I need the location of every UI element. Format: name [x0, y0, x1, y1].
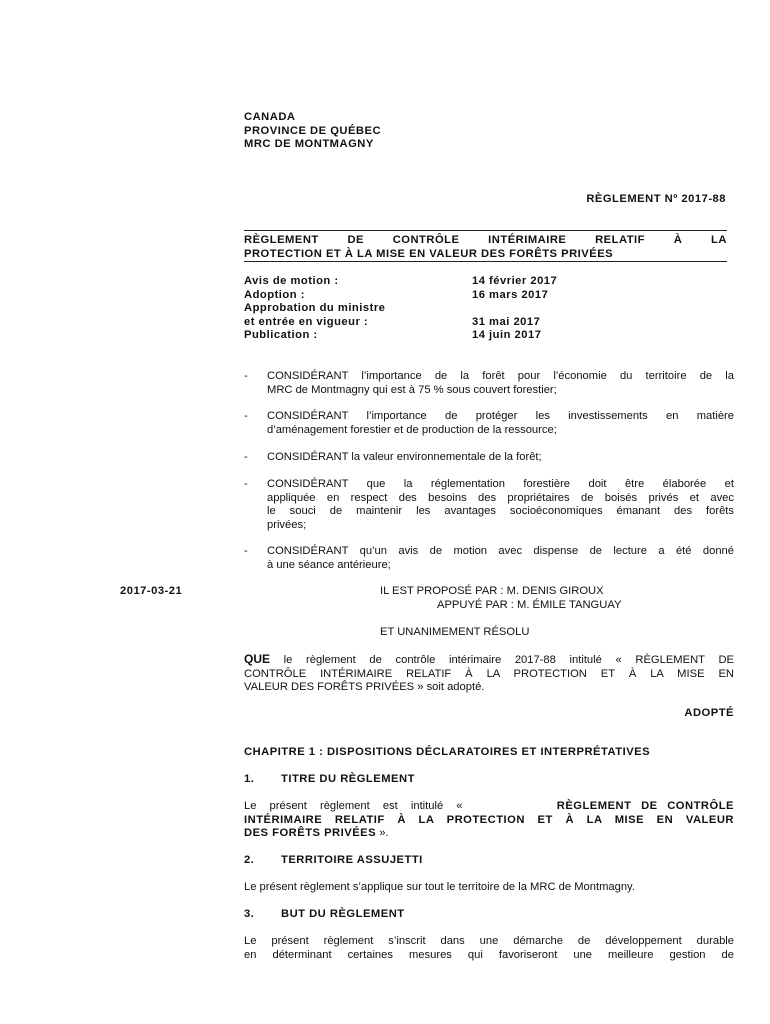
header-province: PROVINCE DE QUÉBEC [244, 124, 382, 137]
header-mrc: MRC DE MONTMAGNY [244, 138, 374, 150]
title-top-rule [244, 230, 727, 231]
considerant-item: CONSIDÉRANT qu’un avis de motion avec dispense de lecture a été donné à une séance antérieure; [267, 545, 734, 571]
reglement-title [244, 234, 727, 261]
considerant-item: CONSIDÉRANT la valeur environnementale de la forêt; [267, 451, 542, 463]
bullet-dash: - [244, 370, 248, 382]
bullet-dash: - [244, 451, 248, 463]
section-2-number: 2. [244, 854, 255, 866]
bullet-dash: - [244, 410, 248, 422]
title-bottom-rule [244, 261, 727, 262]
dates-block [244, 275, 557, 343]
chapter-title: CHAPITRE 1 : DISPOSITIONS DÉCLARATOIRES ET INTERPRÉTATIVES [244, 746, 651, 758]
considerant-item: CONSIDÉRANT que la réglementation forestière doit être élaborée et appliquée en respect des besoins des propriétaires de boisés privés et avec le souci de maintenir les avantages socioéconomiques émanant des forêts privées; [267, 478, 734, 531]
adopte-label: ADOPTÉ [684, 707, 734, 719]
date-row: Adoption : 16 mars 2017 [244, 288, 549, 301]
bullet-dash: - [244, 478, 248, 490]
date-row: Publication : 14 juin 2017 [244, 329, 542, 341]
section-3-title: BUT DU RÈGLEMENT [281, 908, 405, 920]
title-line-2: PROTECTION ET À LA MISE EN VALEUR DES FORÊTS PRIVÉES [244, 247, 614, 260]
resolution-date: 2017-03-21 [120, 585, 183, 597]
propose-par: IL EST PROPOSÉ PAR : M. DENIS GIROUX [380, 585, 604, 597]
section-1-title: TITRE DU RÈGLEMENT [281, 773, 415, 785]
date-row: Avis de motion : 14 février 2017 [244, 275, 558, 287]
section-2-title: TERRITOIRE ASSUJETTI [281, 854, 423, 866]
section-3-number: 3. [244, 908, 255, 920]
date-row: et entrée en vigueur : 31 mai 2017 [244, 315, 541, 328]
section-3-text: Le présent règlement s’inscrit dans une démarche de développement durable en déterminant certaines mesures qui favoriseront une meilleure gestion de [244, 935, 734, 961]
reglement-number: RÈGLEMENT Nº 2017-88 [586, 193, 726, 205]
section-2-text: Le présent règlement s’applique sur tout le territoire de la MRC de Montmagny. [244, 881, 635, 893]
date-row: Approbation du ministre [244, 302, 386, 314]
section-1-number: 1. [244, 773, 255, 785]
que-paragraph: QUE le règlement de contrôle intérimaire 2017-88 intitulé « RÈGLEMENT DE CONTRÔLE INTÉRIMAIRE RELATIF À LA PROTECTION ET À LA MISE EN VALEUR DES FORÊTS PRIVÉES » soit adopté. [244, 652, 734, 693]
que-word: QUE [244, 652, 271, 666]
considerant-item: CONSIDÉRANT l’importance de la forêt pour l’économie du territoire de la MRC de Montmagny qui est à 75 % sous couvert forestier; [267, 370, 734, 396]
header-country: CANADA [244, 111, 296, 123]
unanimement-resolu: ET UNANIMEMENT RÉSOLU [380, 626, 530, 638]
header-block [244, 111, 381, 152]
appuye-par: APPUYÉ PAR : M. ÉMILE TANGUAY [437, 599, 622, 611]
considerant-item: CONSIDÉRANT l’importance de protéger les investissements en matière d’aménagement forestier et de production de la ressource; [267, 410, 734, 436]
title-line-1: RÈGLEMENT DE CONTRÔLE INTÉRIMAIRE RELATIF À LA [244, 234, 727, 246]
section-1-text: Le présent règlement est intitulé « RÈGLEMENT DE CONTRÔLE INTÉRIMAIRE RELATIF À LA PROTECTION ET À LA MISE EN VALEUR DES FORÊTS PRIVÉES ». [244, 800, 734, 839]
bullet-dash: - [244, 545, 248, 557]
